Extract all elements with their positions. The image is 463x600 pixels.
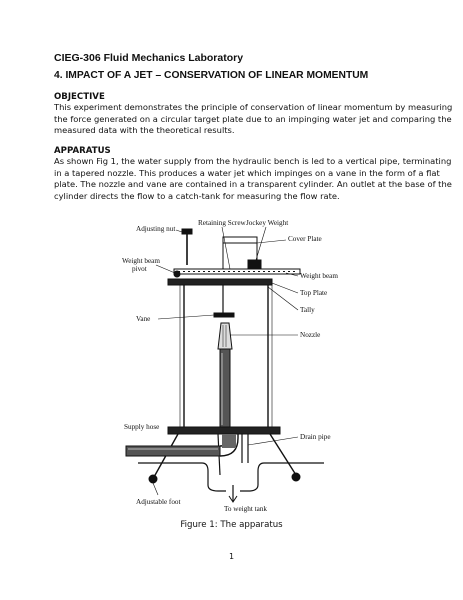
objective-line: This experiment demonstrates the principle of conservation of linear momentum by measuring bbox=[54, 102, 453, 112]
experiment-title: 4. IMPACT OF A JET – CONSERVATION OF LINEAR MOMENTUM bbox=[54, 70, 369, 81]
label-top-plate: Top Plate bbox=[300, 289, 328, 297]
top-plate-shape bbox=[168, 279, 272, 285]
label-weight-beam-pivot-2: pivot bbox=[132, 265, 147, 273]
label-adjustable-foot: Adjustable foot bbox=[136, 498, 181, 506]
label-weight-beam: Weight beam bbox=[300, 272, 338, 280]
base-plate-shape bbox=[168, 427, 280, 434]
apparatus-line: plate. The nozzle and vane are contained in a transparent cylinder. An outlet at the base of the bbox=[54, 179, 452, 190]
page-number: 1 bbox=[228, 552, 235, 561]
label-cover-plate: Cover Plate bbox=[288, 235, 322, 243]
vane-shape bbox=[214, 313, 234, 317]
label-to-weight-tank: To weight tank bbox=[224, 505, 268, 513]
label-nozzle: Nozzle bbox=[300, 331, 321, 339]
label-jockey-weight: Jockey Weight bbox=[246, 219, 289, 227]
label-vane: Vane bbox=[136, 315, 151, 323]
apparatus-figure bbox=[118, 213, 350, 518]
apparatus-line: in a tapered nozzle. This produces a water jet which impinges on a vane in the form of a flat bbox=[54, 167, 440, 178]
label-supply-hose: Supply hose bbox=[124, 423, 160, 431]
label-adjusting-nut: Adjusting nut bbox=[136, 225, 176, 233]
apparatus-line: As shown Fig 1, the water supply from the hydraulic bench is led to a vertical pipe, terminating bbox=[54, 156, 452, 166]
weight-beam-shape bbox=[174, 269, 300, 274]
label-retaining-screw: Retaining Screw bbox=[198, 219, 246, 227]
apparatus-heading: APPARATUS bbox=[54, 146, 111, 156]
figure-caption: Figure 1: The apparatus bbox=[180, 520, 283, 530]
objective-paragraph bbox=[54, 102, 453, 137]
nozzle-shape bbox=[218, 323, 232, 349]
adjusting-nut-shape bbox=[182, 229, 192, 234]
label-weight-beam-pivot: Weight beam bbox=[122, 257, 160, 265]
objective-line: measured data with the theoretical results. bbox=[54, 125, 235, 136]
objective-heading: OBJECTIVE bbox=[54, 92, 105, 102]
adjustable-foot-shape bbox=[149, 475, 157, 483]
apparatus-paragraph bbox=[54, 156, 452, 203]
course-title: CIEG-306 Fluid Mechanics Laboratory bbox=[54, 52, 244, 64]
label-tally: Tally bbox=[300, 306, 315, 314]
objective-line: the force generated on a circular target plate due to an impinging water jet and comparing the bbox=[54, 113, 452, 124]
supply-hose-shape bbox=[126, 446, 220, 456]
label-drain-pipe: Drain pipe bbox=[300, 433, 331, 441]
apparatus-line: cylinder directs the flow to a catch-tank for measuring the flow rate. bbox=[54, 191, 340, 202]
